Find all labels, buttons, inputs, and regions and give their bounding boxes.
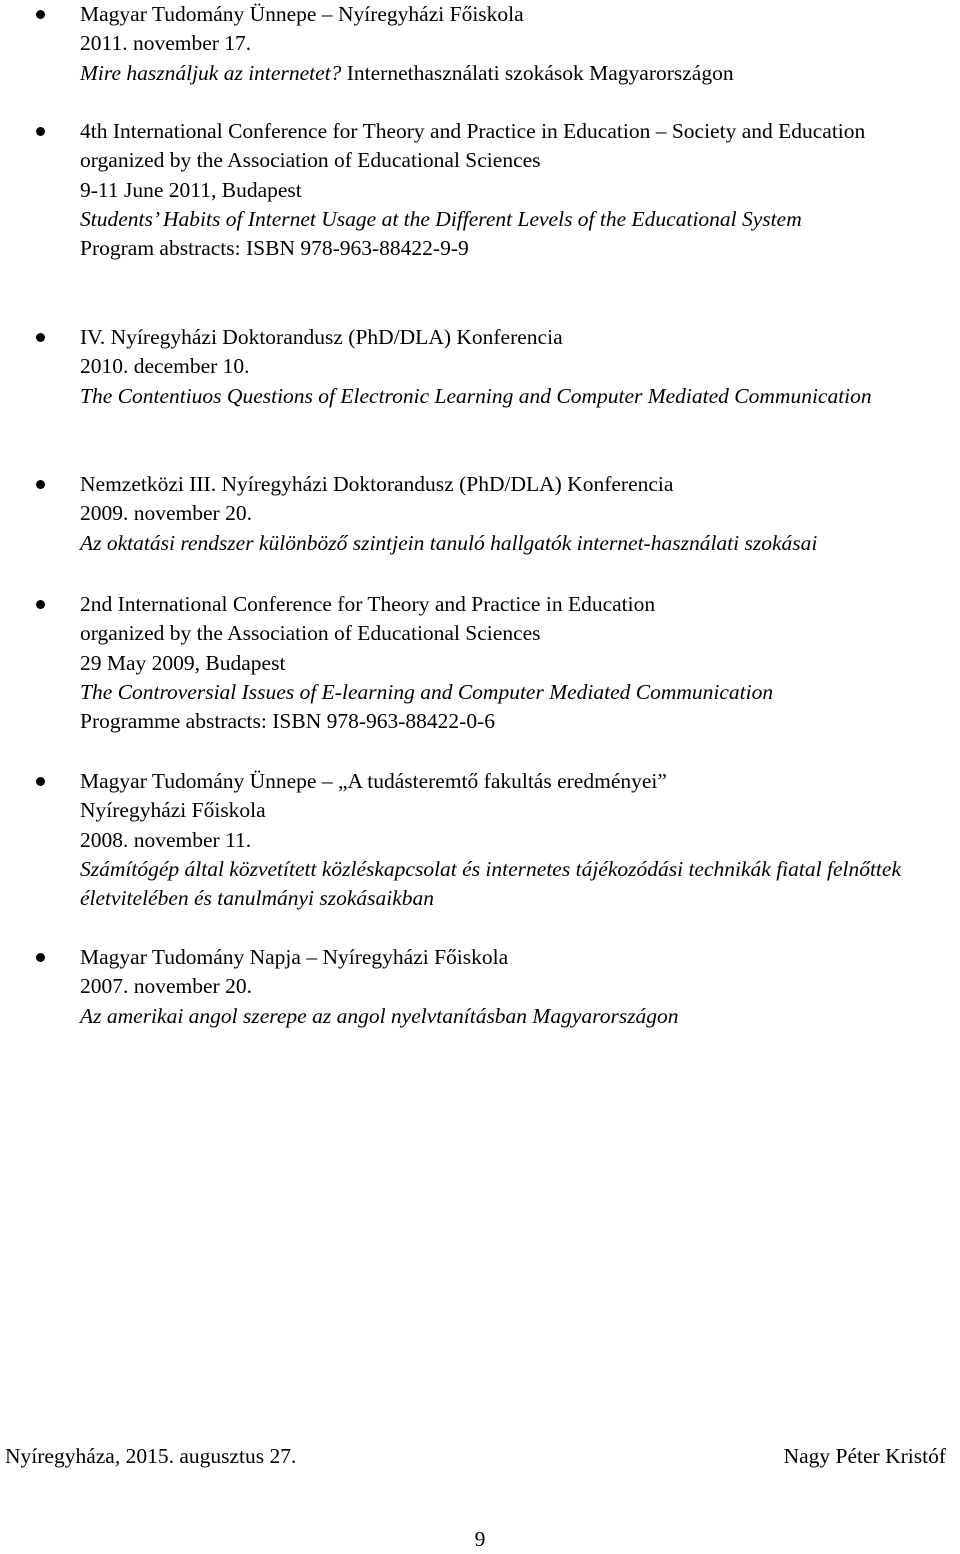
organizer: organized by the Association of Educational Sciences: [80, 148, 541, 173]
bullet-icon: [36, 333, 45, 342]
event-name: Magyar Tudomány Napja – Nyíregyházi Főiskola: [80, 945, 509, 969]
conference-name: Nemzetközi III. Nyíregyházi Doktorandusz (PhD/DLA) Konferencia: [80, 472, 674, 496]
publication-entry-2011-june: [80, 117, 960, 263]
footer-author: Nagy Péter Kristóf: [783, 1444, 946, 1468]
bullet-icon: [36, 480, 45, 489]
footer-place-date: Nyíregyháza, 2015. augusztus 27.: [5, 1444, 297, 1468]
event-date-place: 29 May 2009, Budapest: [80, 650, 286, 675]
bullet-icon: [36, 10, 45, 19]
event-name: Magyar Tudomány Ünnepe – Nyíregyházi Főiskola: [80, 2, 524, 26]
publication-entry-2009-may: [80, 590, 960, 736]
event-date: 2009. november 20.: [80, 501, 252, 526]
publication-entry-2008-nov: [80, 767, 960, 913]
publication-entry-2010-dec: [80, 323, 960, 411]
isbn: Programme abstracts: ISBN 978-963-88422-0-6: [80, 709, 495, 734]
event-date: 2007. november 20.: [80, 974, 252, 999]
bullet-icon: [36, 600, 45, 609]
presentation-title: Az amerikai angol szerepe az angol nyelvtanításban Magyarországon: [80, 1003, 679, 1028]
event-date: 2010. december 10.: [80, 354, 250, 379]
organizer: organized by the Association of Educational Sciences: [80, 621, 541, 646]
conference-name: 4th International Conference for Theory and Practice in Education – Society and Education: [80, 119, 866, 143]
publication-entry-2011-nov: [80, 0, 960, 88]
bullet-icon: [36, 127, 45, 136]
presentation-title: Students’ Habits of Internet Usage at the Different Levels of the Educational System: [80, 206, 802, 231]
conference-name: 2nd International Conference for Theory and Practice in Education: [80, 592, 656, 616]
conference-name: IV. Nyíregyházi Doktorandusz (PhD/DLA) Konferencia: [80, 325, 563, 349]
presentation-title-italic: Mire használjuk az internetet?: [80, 60, 342, 85]
presentation-title: Számítógép által közvetített közléskapcsolat és internetes tájékozódási technikák fiatal felnőttek életvitelében és tanulmányi szokásaikban: [80, 856, 901, 911]
event-date: 2011. november 17.: [80, 31, 252, 56]
bullet-icon: [36, 777, 45, 786]
presentation-title: [80, 59, 960, 88]
presentation-title-normal: Internethasználati szokások Magyarországon: [341, 60, 734, 85]
presentation-title: Az oktatási rendszer különböző szintjein tanuló hallgatók internet-használati szokásai: [80, 530, 818, 555]
presentation-title: The Controversial Issues of E-learning and Computer Mediated Communication: [80, 679, 774, 704]
page-number: 9: [474, 1527, 486, 1551]
publication-entry-2009-nov: [80, 470, 960, 558]
event-date-place: 9-11 June 2011, Budapest: [80, 177, 302, 202]
presentation-title: The Contentiuos Questions of Electronic Learning and Computer Mediated Communication: [80, 383, 872, 408]
event-date: 2008. november 11.: [80, 827, 252, 852]
publication-entry-2007-nov: [80, 943, 960, 1031]
event-name: Magyar Tudomány Ünnepe – „A tudásteremtő fakultás eredményei”: [80, 769, 667, 793]
bullet-icon: [36, 953, 45, 962]
isbn: Program abstracts: ISBN 978-963-88422-9-9: [80, 236, 469, 261]
institution: Nyíregyházi Főiskola: [80, 798, 266, 823]
